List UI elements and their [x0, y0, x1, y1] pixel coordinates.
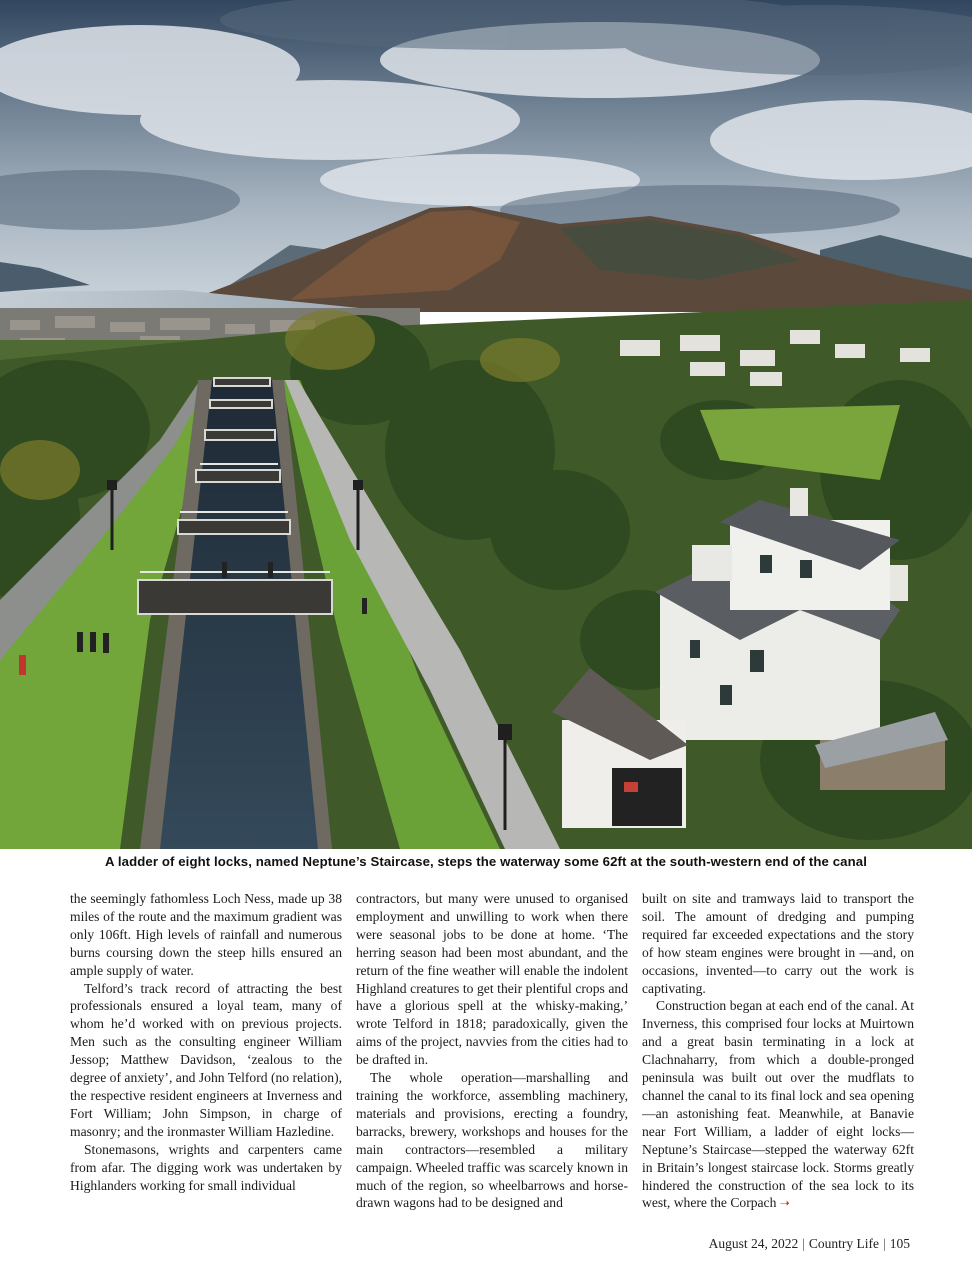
text-column-3 [642, 890, 914, 1216]
page-number: 105 [889, 1236, 910, 1251]
paragraph: built on site and tramways laid to transport the soil. The amount of dredging and pumping required far exceeded expectations and the story of how steam engines were brought in —and, on occasions, invented—to carry out the work is captivating. [642, 891, 914, 996]
magazine-name: Country Life [808, 1236, 880, 1251]
issue-date: August 24, 2022 [708, 1236, 799, 1251]
paragraph-with-arrow [642, 997, 914, 1213]
paragraph: The whole operation—marshalling and training the workforce, assembling machinery, materials and provisions, erecting a foundry, barracks, brewery, workshops and houses for the main contractors—resembled a military campaign. Wheeled traffic was scarcely known in much of the region, so wheelbarrows and horse-drawn wagons had to be designed and [356, 1070, 628, 1211]
text-column-1 [70, 890, 342, 1216]
photo-caption: A ladder of eight locks, named Neptune’s Staircase, steps the waterway some 62ft at the south-western end of the canal [105, 854, 867, 869]
paragraph: Telford’s track record of attracting the best professionals ensured a loyal team, many of whom he’d worked with on previous projects. Men such as the consulting engineer William Jessop; Matthew Davidson, ‘zealous to the degree of anxiety’, and John Telford (no relation), the respective resident engineers at Inverness and Fort William; John Simpson, in charge of masonry; and the ironmaster William Hazledine. [70, 980, 342, 1139]
paragraph: contractors, but many were unused to organised employment and unwilling to work when there were seasonal jobs to be done at home. ‘The herring season had been most abundant, and the return of the fine weather will enable the indolent Highland creatures to get their plentiful crops and have a glorious spell at the whisky-making,’ wrote Telford in 1818; paradoxically, given the aims of the project, navvies from the cities had to be drafted in. [356, 891, 628, 1068]
separator: | [802, 1236, 805, 1251]
continue-arrow-icon: ➝ [779, 1196, 790, 1211]
paragraph: Stonemasons, wrights and carpenters came from afar. The digging work was undertaken by Highlanders working for small individual [70, 1141, 342, 1193]
paragraph: the seemingly fathomless Loch Ness, made up 38 miles of the route and the maximum gradient was only 106ft. High levels of rainfall and numerous burns coursing down the steep hills ensured an ample supply of water. [70, 891, 342, 978]
paragraph: Construction began at each end of the canal. At Inverness, this comprised four locks at Muirtown and a great basin terminating in a lock at Clachnaharry, from which a double-pronged peninsula was built out over the mudflats to channel the canal to its final lock and sea opening—an astonishing feat. Meanwhile, at Banavie near Fort William, a ladder of eight locks—Neptune’s Staircase—stepped the waterway 62ft in Britain’s longest staircase lock. Storms greatly hindered the construction of the sea lock to its west, where the Corpach [642, 998, 914, 1211]
separator: | [883, 1236, 886, 1251]
text-column-2 [356, 890, 628, 1216]
page-footer [709, 1236, 910, 1252]
